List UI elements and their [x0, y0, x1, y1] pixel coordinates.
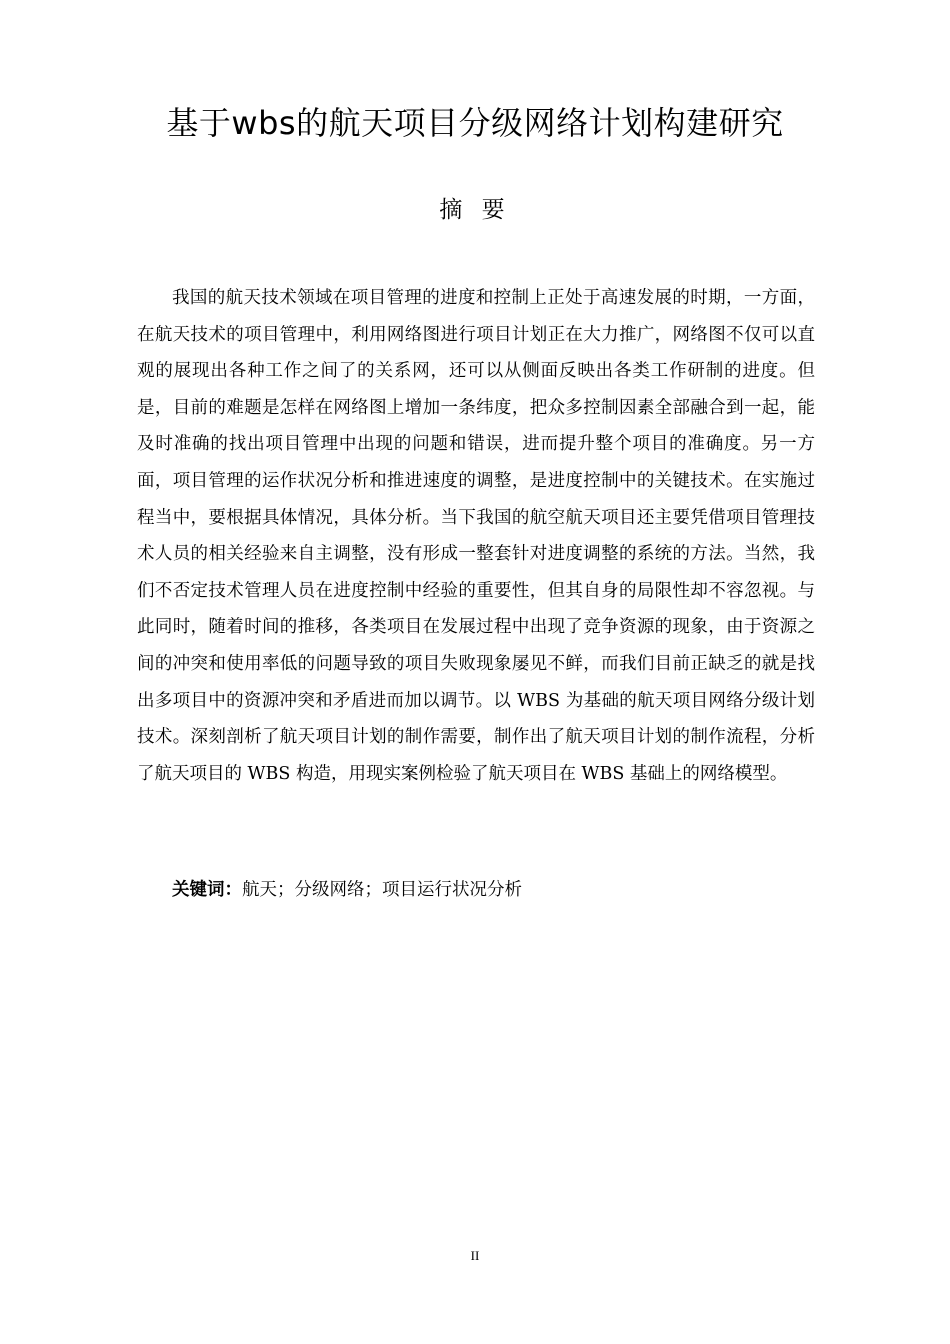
abstract-heading: 摘 要 — [439, 197, 511, 223]
keywords-line — [137, 872, 815, 908]
keywords-text: 航天；分级网络；项目运行状况分析 — [242, 880, 522, 900]
page-number: II — [470, 1248, 480, 1263]
keywords-label: 关键词： — [172, 880, 242, 900]
document-title: 基于wbs的航天项目分级网络计划构建研究 — [166, 104, 784, 142]
abstract-body: 我国的航天技术领域在项目管理的进度和控制上正处于高速发展的时期，一方面，在航天技术的项目管理中，利用网络图进行项目计划正在大力推广，网络图不仅可以直观的展现出各种工作之间了的关系网，还可以从侧面反映出各类工作研制的进度。但是，目前的难题是怎样在网络图上增加一条纬度，把众多控制因素全部融合到一起，能及时准确的找出项目管理中出现的问题和错误，进而提升整个项目的准确度。另一方面，项目管理的运作状况分析和推进速度的调整，是进度控制中的关键技术。在实施过程当中，要根据具体情况，具体分析。当下我国的航空航天项目还主要凭借项目管理技术人员的相关经验来自主调整，没有形成一整套针对进度调整的系统的方法。当然，我们不否定技术管理人员在进度控制中经验的重要性，但其自身的局限性却不容忽视。与此同时，随着时间的推移，各类项目在发展过程中出现了竞争资源的现象，由于资源之间的冲突和使用率低的问题导致的项目失败现象屡见不鲜，而我们目前正缺乏的就是找出多项目中的资源冲突和矛盾进而加以调节。以 WBS 为基础的航天项目网络分级计划技术。深刻剖析了航天项目计划的制作需要，制作出了航天项目计划的制作流程，分析了航天项目的 WBS 构造，用现实案例检验了航天项目在 WBS 基础上的网络模型。 — [137, 288, 815, 784]
